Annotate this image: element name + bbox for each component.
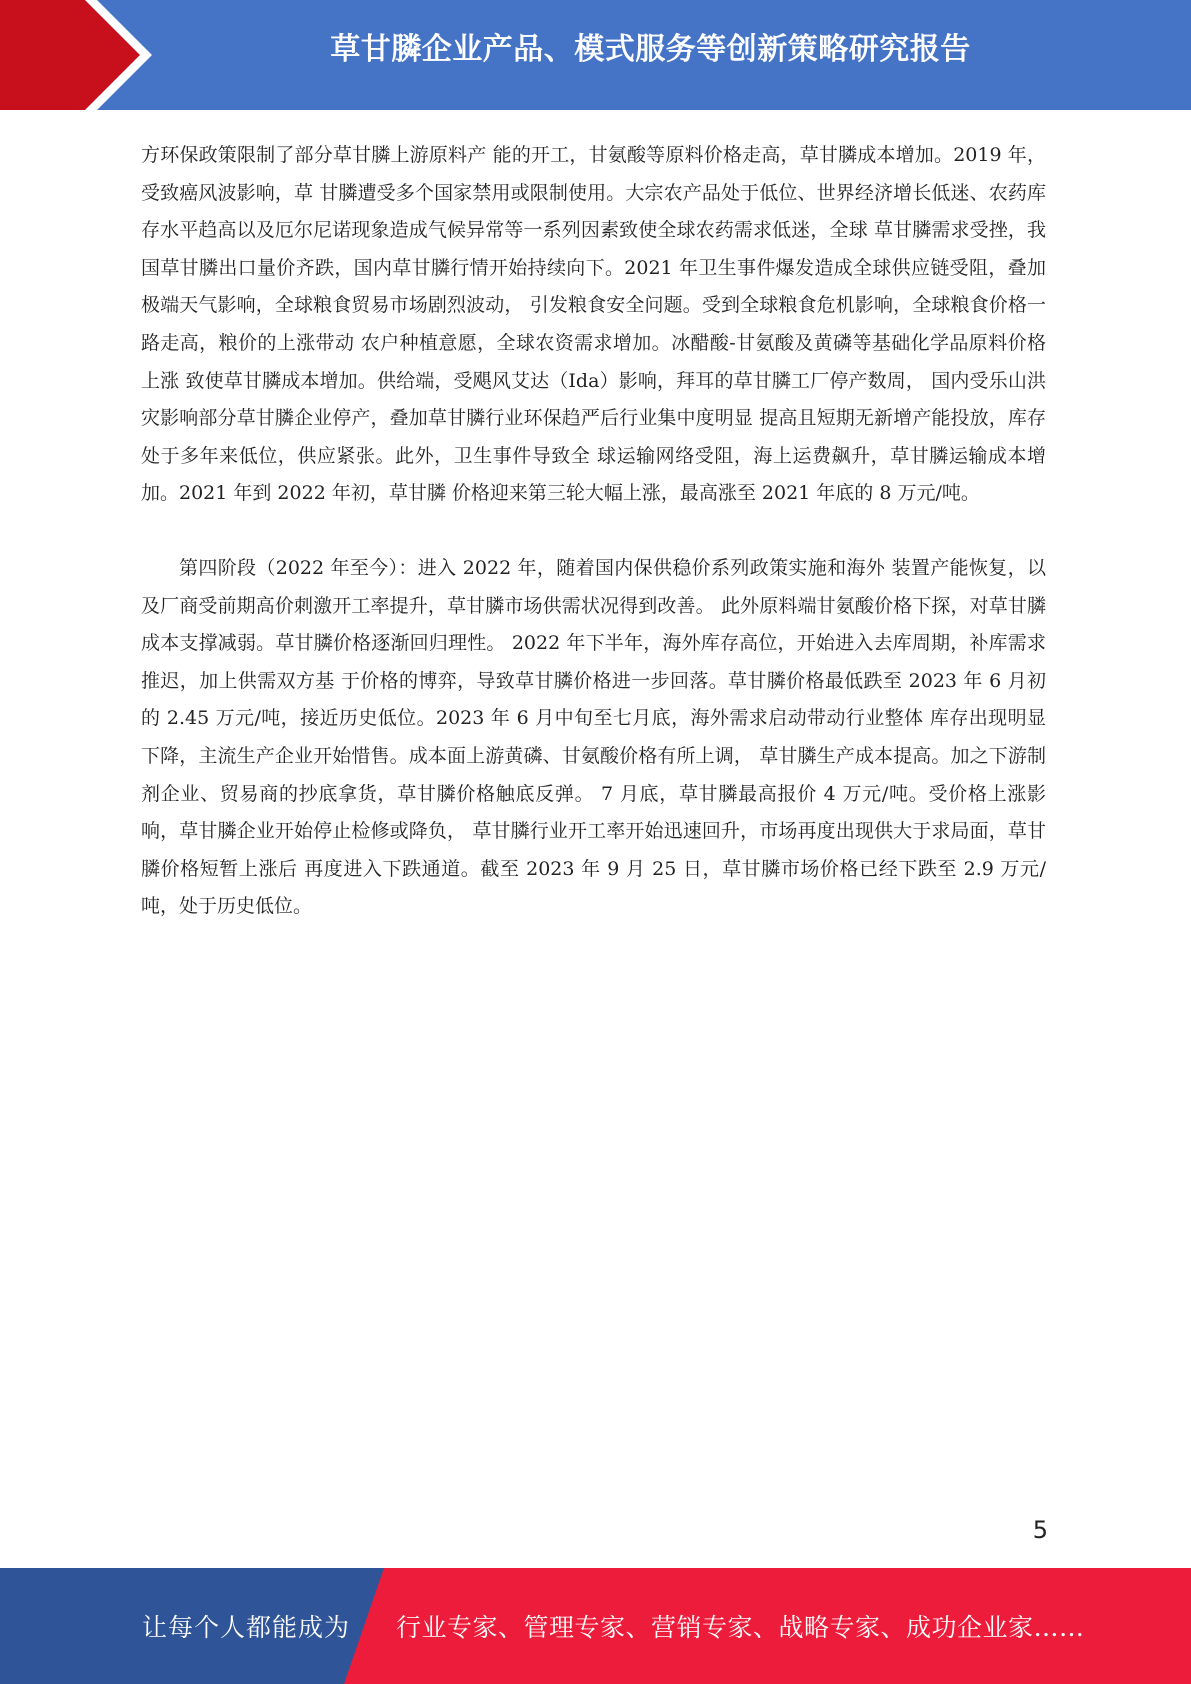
footer-slogan: 让每个人都能成为	[142, 1613, 351, 1642]
document-title: 草甘膦企业产品、模式服务等创新策略研究报告	[330, 32, 971, 67]
page-number: 5	[1032, 1516, 1048, 1544]
page-footer	[0, 1568, 1191, 1684]
page-header	[0, 0, 1191, 110]
body-paragraph: 方环保政策限制了部分草甘膦上游原料产 能的开工，甘氨酸等原料价格走高，草甘膦成本增加。2019 年，受致癌风波影响，草 甘膦遭受多个国家禁用或限制使用。大宗农产品处于低位、世界经济增长低迷、农药库 存水平趋高以及厄尔尼诺现象造成气候异常等一系列因素致使全球农药需求低迷，全球 草甘膦需求受挫，我国草甘膦出口量价齐跌，国内草甘膦行情开始持续向下。2021 年卫生事件爆发造成全球供应链受阻，叠加极端天气影响，全球粮食贸易市场剧烈波动， 引发粮食安全问题。受到全球粮食危机影响，全球粮食价格一路走高，粮价的上涨带动 农户种植意愿，全球农资需求增加。冰醋酸-甘氨酸及黄磷等基础化学品原料价格上涨 致使草甘膦成本增加。供给端，受飓风艾达（Ida）影响，拜耳的草甘膦工厂停产数周， 国内受乐山洪灾影响部分草甘膦企业停产，叠加草甘膦行业环保趋严后行业集中度明显 提高且短期无新增产能投放，库存处于多年来低位，供应紧张。此外，卫生事件导致全 球运输网络受阻，海上运费飙升，草甘膦运输成本增加。2021 年到 2022 年初，草甘膦 价格迎来第三轮大幅上涨，最高涨至 2021 年底的 8 万元/吨。	[141, 144, 1046, 505]
body-paragraph: 第四阶段（2022 年至今）：进入 2022 年，随着国内保供稳价系列政策实施和海外 装置产能恢复，以及厂商受前期高价刺激开工率提升，草甘膦市场供需状况得到改善。 此外原料端甘氨酸价格下探，对草甘膦成本支撑减弱。草甘膦价格逐渐回归理性。 2022 年下半年，海外库存高位，开始进入去库周期，补库需求推迟，加上供需双方基 于价格的博弈，导致草甘膦价格进一步回落。草甘膦价格最低跌至 2023 年 6 月初的 2.45 万元/吨，接近历史低位。2023 年 6 月中旬至七月底，海外需求启动带动行业整体 库存出现明显下降，主流生产企业开始惜售。成本面上游黄磷、甘氨酸价格有所上调， 草甘膦生产成本提高。加之下游制剂企业、贸易商的抄底拿货，草甘膦价格触底反弹。 7 月底，草甘膦最高报价 4 万元/吨。受价格上涨影响，草甘膦企业开始停止检修或降负， 草甘膦行业开工率开始迅速回升，市场再度出现供大于求局面，草甘膦价格短暂上涨后 再度进入下跌通道。截至 2023 年 9 月 25 日，草甘膦市场价格已经下跌至 2.9 万元/吨，处于历史低位。	[141, 556, 1046, 918]
document-body	[141, 137, 1046, 926]
footer-roles: 行业专家、管理专家、营销专家、战略专家、成功企业家……	[396, 1613, 1085, 1642]
